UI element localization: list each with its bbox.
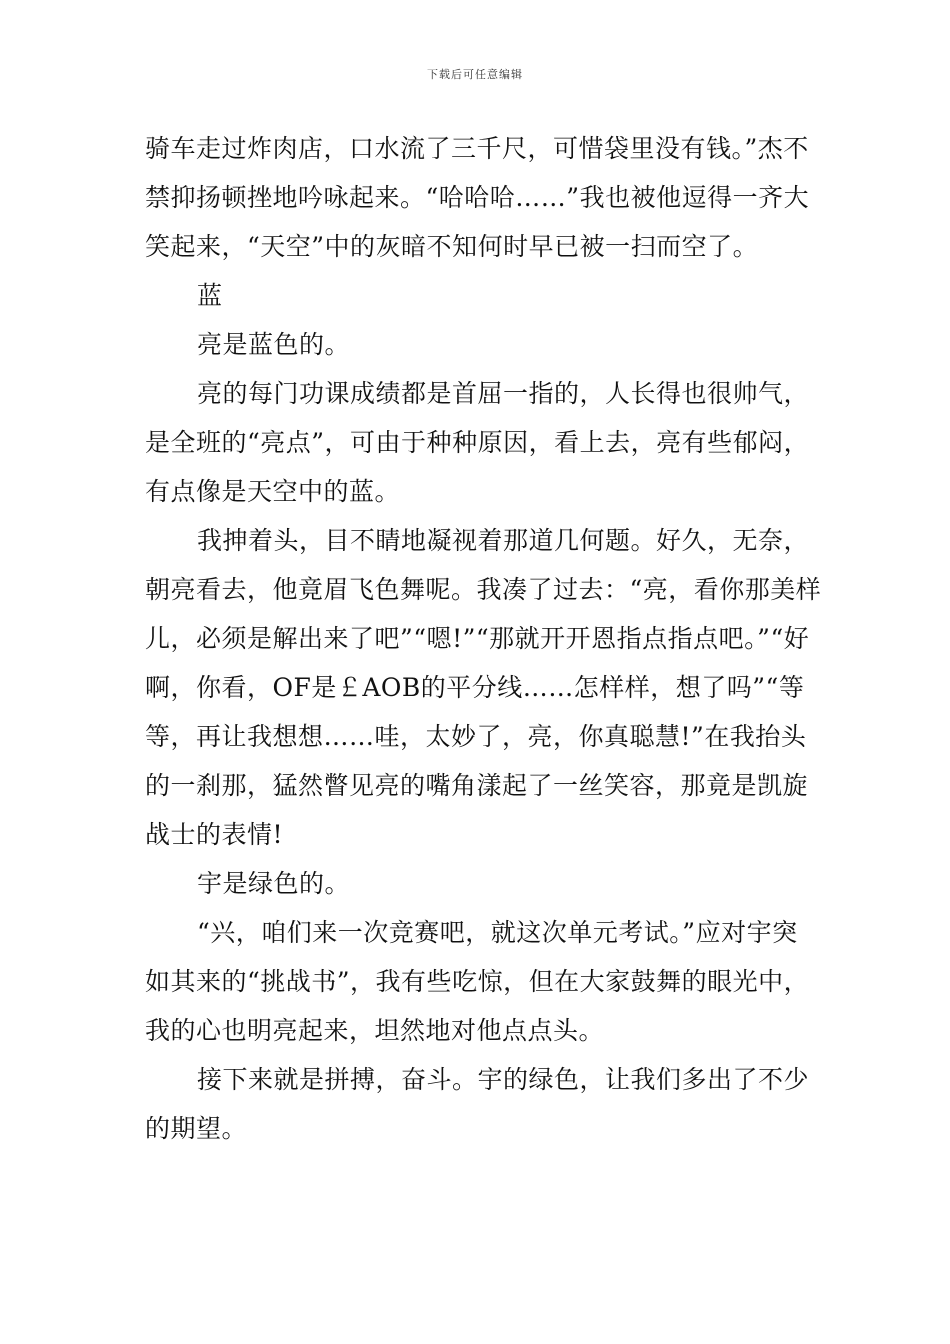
paragraph-section-heading: 蓝 [197,281,223,310]
paragraph-8: 接下来就是拼搏，奋斗。宇的绿色，让我们多出了不少的期望。 [145,1065,810,1143]
paragraph-5: 我抻着头，目不睛地凝视着那道几何题。好久，无奈，朝亮看去，他竟眉飞色舞呢。我凑了过去：“亮，看你那美样儿，必须是解出来了吧”“嗯!”“那就开开恩指点指点吧。”“好啊，你看，OF是￡AOB的平分线……怎样样，想了吗”“等等，再让我想想……哇，太妙了，亮，你真聪慧!”在我抬头的一刹那，猛然瞥见亮的嘴角漾起了一丝笑容，那竟是凯旋战士的表情! [145,526,822,849]
paragraph-3: 亮是蓝色的。 [197,330,351,359]
paragraph-6: 宇是绿色的。 [197,869,351,898]
page-header: 下载后可任意编辑 [427,68,523,81]
paragraph-4: 亮的每门功课成绩都是首屈一指的，人长得也很帅气，是全班的“亮点”，可由于种种原因，看上去，亮有些郁闷，有点像是天空中的蓝。 [145,379,810,506]
paragraph-7: “兴，咱们来一次竞赛吧，就这次单元考试。”应对宇突如其来的“挑战书”，我有些吃惊，但在大家鼓舞的眼光中，我的心也明亮起来，坦然地对他点点头。 [145,918,810,1045]
document-body [145,124,823,1153]
paragraph-1: 骑车走过炸肉店，口水流了三千尺，可惜袋里没有钱。”杰不禁抑扬顿挫地吟咏起来。“哈哈哈……”我也被他逗得一齐大笑起来，“天空”中的灰暗不知何时早已被一扫而空了。 [145,134,810,261]
